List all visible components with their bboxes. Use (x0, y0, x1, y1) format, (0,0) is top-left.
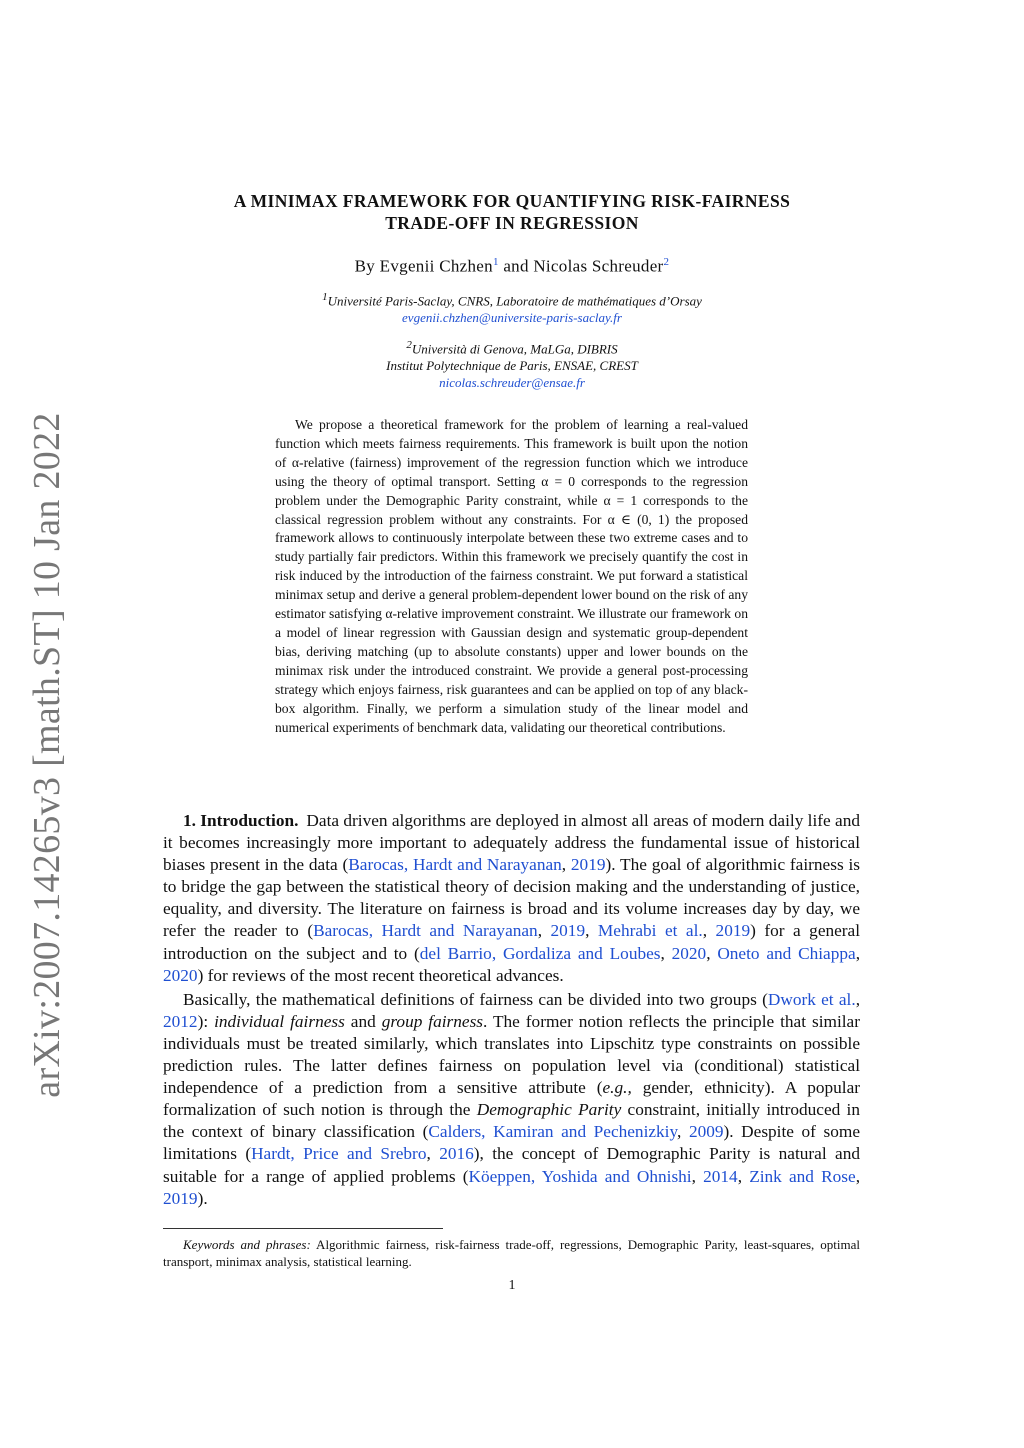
citation-year-link[interactable]: 2020 (163, 965, 198, 985)
affiliation-1-line: Université Paris-Saclay, CNRS, Laboratoire de mathématiques d’Orsay (327, 293, 702, 309)
abstract (275, 416, 748, 737)
affiliation-2-mark: 2 (406, 339, 412, 351)
citation-link[interactable]: del Barrio, Gordaliza and Loubes (419, 943, 661, 963)
citation-link[interactable]: Köeppen, Yoshida and Ohnishi (468, 1166, 692, 1186)
citation-year-link[interactable]: 2014 (703, 1166, 738, 1186)
paper-title (150, 190, 874, 234)
citation-link[interactable]: Mehrabi et al. (597, 921, 703, 941)
keywords-text: Algorithmic fairness, risk-fairness trade-off, regressions, Demographic Parity, least-squares, optimal transport, minimax analysis, statistical learning. (163, 1237, 860, 1269)
citation-link[interactable]: Dwork et al. (767, 989, 856, 1009)
citation-link[interactable]: Calders, Kamiran and Pechenizkiy (428, 1122, 678, 1142)
affiliation-2-line-2: Institut Polytechnique de Paris, ENSAE, CREST (386, 358, 638, 374)
affiliation-1-mark: 1 (322, 291, 328, 303)
affiliation-2 (150, 337, 874, 391)
intro-paragraph-2: Basically, the mathematical definitions of fairness can be divided into two groups (Dwork et al., 2012): individual fairness and group fairness. The former notion reflects the principle that similar individuals must be treated similarly, which translates into Lipschitz type constraints on possible prediction rules. The latter defines fairness on population level via (conditional) statistical independence of a prediction from a sensitive attribute (e.g., gender, ethnicity). A popular formalization of such notion is through the Demographic Parity constraint, initially introduced in the context of binary classification (Calders, Kamiran and Pechenizkiy, 2009). Despite of some limitations (Hardt, Price and Srebro, 2016), the concept of Demographic Parity is natural and suitable for a range of applied problems (Köeppen, Yoshida and Ohnishi, 2014, Zink and Rose, 2019). (163, 989, 861, 1208)
emphasis: individual fairness (214, 1011, 345, 1031)
and-label: and (503, 256, 529, 276)
keywords-footnote (163, 1236, 860, 1270)
title-line-2: TRADE-OFF IN REGRESSION (385, 213, 639, 233)
keywords-label: Keywords and phrases: (183, 1237, 311, 1252)
author-1-email[interactable]: evgenii.chzhen@universite-paris-saclay.fr (402, 310, 622, 326)
section-heading: 1. Introduction. (183, 811, 299, 830)
author-2: Nicolas Schreuder (533, 256, 664, 276)
emphasis: group fairness (381, 1011, 484, 1031)
title-line-1: A MINIMAX FRAMEWORK FOR QUANTIFYING RISK-FAIRNESS (233, 191, 791, 211)
emphasis: Demographic Parity (476, 1100, 622, 1120)
citation-link[interactable]: Barocas, Hardt and Narayanan (348, 855, 562, 875)
citation-year-link[interactable]: 2016 (439, 1144, 474, 1164)
citation-year-link[interactable]: 2009 (688, 1122, 724, 1142)
citation-link[interactable]: Hardt, Price and Srebro (251, 1144, 427, 1164)
citation-year-link[interactable]: 2019 (715, 921, 751, 941)
citation-link[interactable]: Zink and Rose (749, 1166, 856, 1186)
arxiv-sidebar (17, 412, 77, 1098)
affiliation-2-line-1: Università di Genova, MaLGa, DIBRIS (411, 341, 618, 357)
citation-link[interactable]: Oneto and Chiappa (717, 943, 856, 963)
citation-year-link[interactable]: 2019 (163, 1188, 198, 1208)
author-2-mark[interactable]: 2 (663, 256, 670, 268)
by-label: By (354, 256, 376, 276)
introduction-section (163, 810, 860, 1210)
author-1: Evgenii Chzhen (379, 256, 493, 276)
citation-year-link[interactable]: 2020 (671, 943, 707, 963)
intro-paragraph-1: 1. Introduction. Data driven algorithms are deployed in almost all areas of modern daily life and it becomes increasingly more important to adequately address the fundamental issue of historical biases present in the data (Barocas, Hardt and Narayanan, 2019). The goal of algorithmic fairness is to bridge the gap between the statistical theory of decision making and the understanding of justice, equality, and diversity. The literature on fairness is broad and its volume increases day by day, we refer the reader to (Barocas, Hardt and Narayanan, 2019, Mehrabi et al., 2019) for a general introduction on the subject and to (del Barrio, Gordaliza and Loubes, 2020, Oneto and Chiappa, 2020) for reviews of the most recent theoretical advances. (163, 811, 861, 985)
emphasis: e.g., (602, 1078, 632, 1098)
citation-year-link[interactable]: 2019 (570, 855, 606, 875)
abstract-text: We propose a theoretical framework for the problem of learning a real-valued function which meets fairness requirements. This framework is built upon the notion of α-relative (fairness) improvement of the regression function which we introduce using the theory of optimal transport. Setting α = 0 corresponds to the regression problem under the Demographic Parity constraint, while α = 1 corresponds to the classical regression problem without any constraints. For α ∈ (0, 1) the proposed framework allows to continuously interpolate between these two extreme cases and to study partially fair predictors. Within this framework we precisely quantify the cost in risk induced by the introduction of the fairness constraint. We put forward a statistical minimax setup and derive a general problem-dependent lower bound on the risk of any estimator satisfying α-relative improvement constraint. We illustrate our framework on a model of linear regression with Gaussian design and systematic group-dependent bias, deriving matching (up to absolute constants) upper and lower bounds on the minimax risk under the introduced constraint. We provide a general post-processing strategy which enjoys fairness, risk guarantees and can be applied on top of any black-box algorithm. Finally, we perform a simulation study of the linear model and numerical experiments of benchmark data, validating our theoretical contributions. (275, 417, 748, 735)
footnote-rule (163, 1228, 443, 1229)
arxiv-identifier: arXiv:2007.14265v3 [math.ST] 10 Jan 2022 (26, 412, 68, 1098)
author-2-email[interactable]: nicolas.schreuder@ensae.fr (439, 375, 585, 391)
citation-year-link[interactable]: 2012 (163, 1011, 198, 1031)
page-number: 1 (508, 1278, 516, 1293)
author-1-mark[interactable]: 1 (492, 256, 499, 268)
citation-link[interactable]: Barocas, Hardt and Narayanan (313, 921, 538, 941)
affiliation-1 (150, 289, 874, 326)
citation-year-link[interactable]: 2019 (550, 921, 586, 941)
author-line (150, 256, 874, 277)
